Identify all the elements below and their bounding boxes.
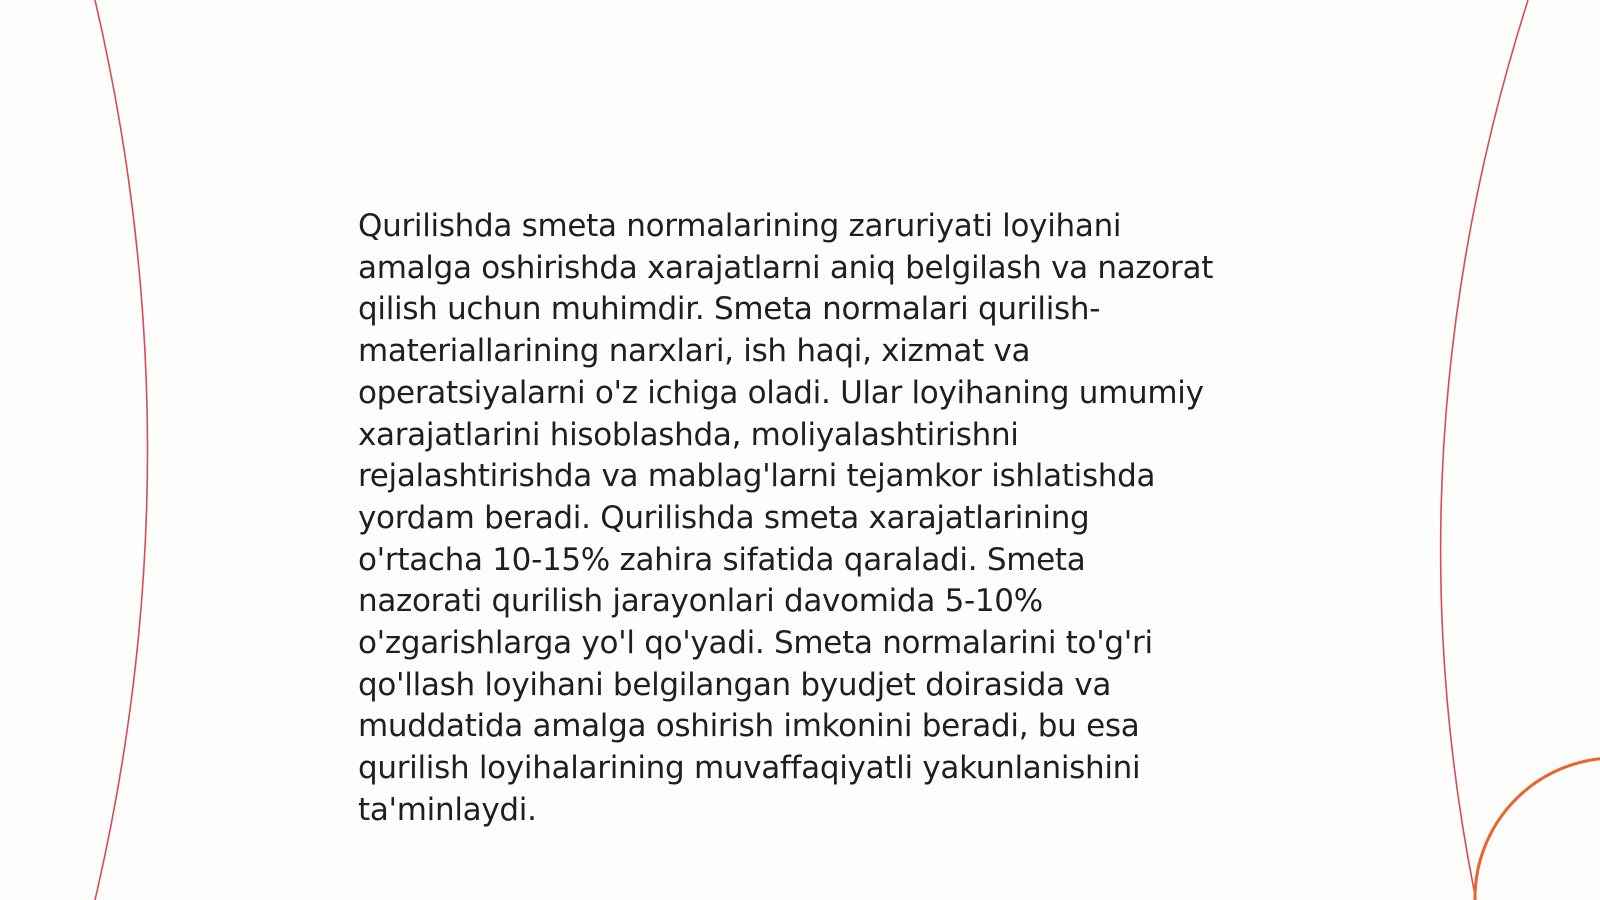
right-curve xyxy=(1441,0,1528,900)
corner-circle xyxy=(1475,758,1600,900)
left-curve xyxy=(95,0,148,900)
body-paragraph: Qurilishda smeta normalarining zaruriyati loyihani amalga oshirishda xarajatlarni aniq belgilash va nazorat qilish uchun muhimdir. Smeta normalari qurilish-materiallarining narxlari, ish haqi, xizmat va operatsiyalarni o'z ichiga oladi. Ular loyihaning umumiy xarajatlarini hisoblashda, moliyalashtirishni rejalashtirishda va mablag'larni tejamkor ishlatishda yordam beradi. Qurilishda smeta xarajatlarining o'rtacha 10-15% zahira sifatida qaraladi. Smeta nazorati qurilish jarayonlari davomida 5-10% o'zgarishlarga yo'l qo'yadi. Smeta normalarini to'g'ri qo'llash loyihani belgilangan byudjet doirasida va muddatida amalga oshirish imkonini beradi, bu esa qurilish loyihalarining muvaffaqiyatli yakunlanishini ta'minlaydi. xyxy=(358,208,1214,828)
